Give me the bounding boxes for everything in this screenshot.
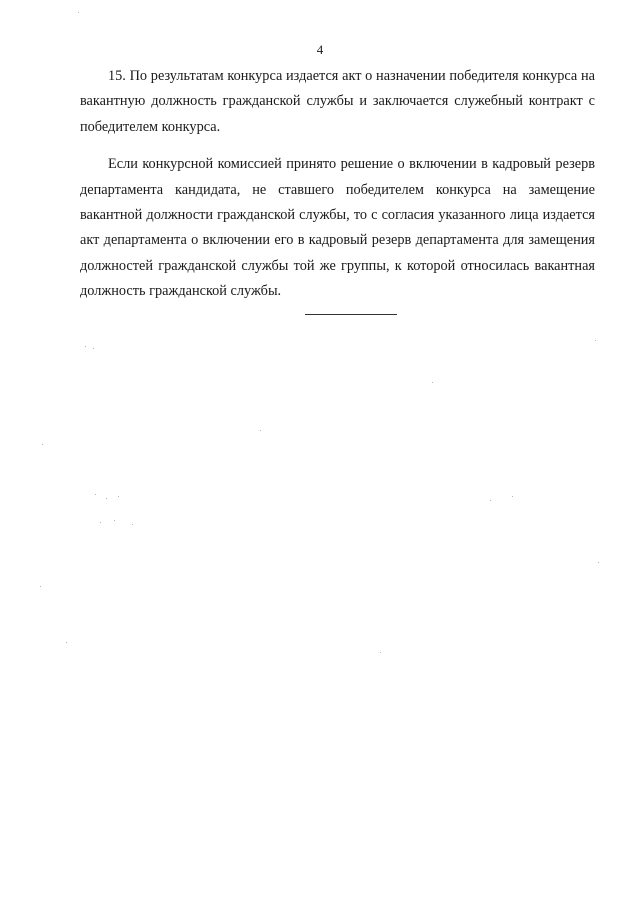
scan-speck: [114, 520, 115, 521]
scan-speck: [380, 652, 381, 653]
paragraph-2: Если конкурсной комиссией принято решение о включении в кадровый резерв департамента кандидата, не ставшего победителем конкурса на замещение вакантной должности гражданской службы, то с согласия указанного лица издается акт департамента о включении его в кадровый резерв департамента для замещения должностей гражданской службы той же группы, к которой относилась вакантная должность гражданской службы.: [80, 156, 595, 300]
paragraph-1: 15. По результатам конкурса издается акт о назначении победителя конкурса на вакантную должность гражданской службы и заключается служебный контракт с победителем конкурса.: [80, 68, 595, 135]
scan-speck: [85, 346, 86, 347]
scan-speck: [490, 500, 491, 501]
scan-speck: [432, 382, 433, 383]
page-number: 4: [316, 42, 324, 57]
scan-speck: [66, 642, 67, 643]
scan-speck: [132, 524, 133, 525]
scan-speck: [78, 12, 79, 13]
scan-speck: [40, 586, 41, 587]
closing-rule: [305, 314, 397, 315]
scan-speck: [93, 348, 94, 349]
scan-speck: [106, 498, 107, 499]
scan-speck: [118, 496, 119, 497]
scan-speck: [95, 494, 96, 495]
body-text: [80, 64, 595, 305]
scan-speck: [42, 444, 43, 445]
scan-speck: [100, 522, 101, 523]
scan-speck: [512, 496, 513, 497]
scan-speck: [598, 562, 599, 563]
scan-speck: [260, 430, 261, 431]
scan-speck: [595, 340, 596, 341]
